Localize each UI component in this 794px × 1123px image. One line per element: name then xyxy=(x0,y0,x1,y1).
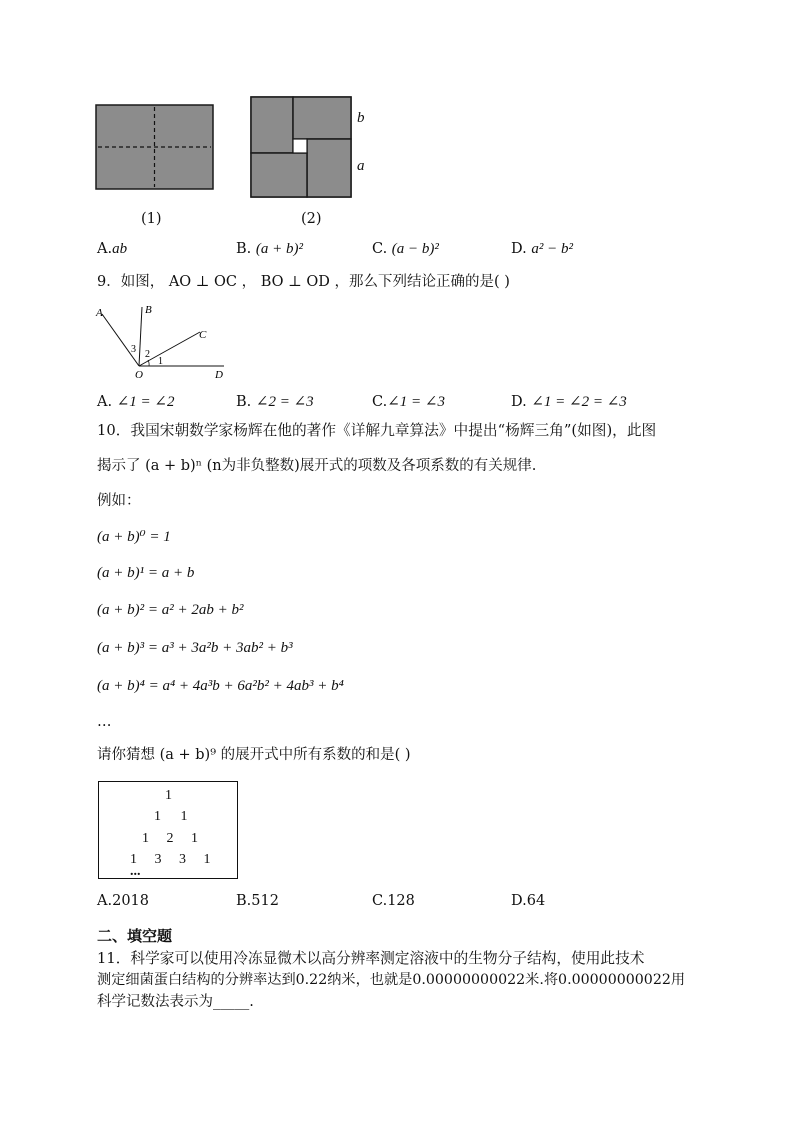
q9-angle-figure xyxy=(92,302,232,382)
label-a: a xyxy=(357,158,365,174)
figure-2-caption: (2) xyxy=(301,211,322,227)
q8-figure-2 xyxy=(249,95,353,199)
triangle-row-1: 1 xyxy=(165,788,172,803)
q8-option-c[interactable]: C. (a − b)² xyxy=(372,241,439,257)
q10-stem-line-2: 揭示了 (a + b)ⁿ (n为非负整数)展开式的项数及各项系数的有关规律. xyxy=(97,458,537,474)
q8-option-a[interactable]: A.ab xyxy=(97,241,128,257)
expansion-4: (a + b)⁴ = a⁴ + 4a³b + 6a²b² + 4ab³ + b⁴ xyxy=(97,678,344,694)
expansion-ellipsis: … xyxy=(97,714,112,730)
q10-option-c[interactable]: C.128 xyxy=(372,893,415,909)
q10-option-a[interactable]: A.2018 xyxy=(97,893,149,909)
q11-line-2: 测定细菌蛋白结构的分辨率达到0.22纳米，也就是0.00000000022米.将0.00000000022用 xyxy=(97,972,686,988)
q10-option-b[interactable]: B.512 xyxy=(236,893,279,909)
q9-option-d[interactable]: D. ∠1 = ∠2 = ∠3 xyxy=(511,394,627,410)
section-title-fill-in: 二、填空题 xyxy=(97,927,173,945)
q10-question: 请你猜想 (a + b)⁹ 的展开式中所有系数的和是( ) xyxy=(97,747,411,763)
yang-hui-triangle-box xyxy=(98,781,238,879)
q9-stem: 9．如图， AO ⊥ OC ， BO ⊥ OD ，那么下列结论正确的是( ) xyxy=(97,274,510,290)
q8-figure-1 xyxy=(94,103,216,191)
angle-label-1: 1 xyxy=(158,356,163,367)
expansion-1: (a + b)¹ = a + b xyxy=(97,565,195,581)
q9-option-a[interactable]: A. ∠1 = ∠2 xyxy=(97,394,175,410)
point-label-o: O xyxy=(135,369,143,381)
point-label-d: D xyxy=(215,369,223,381)
q8-option-d[interactable]: D. a² − b² xyxy=(511,241,573,257)
q9-option-b[interactable]: B. ∠2 = ∠3 xyxy=(236,394,314,410)
q11-line-1: 11．科学家可以使用冷冻显微术以高分辨率测定溶液中的生物分子结构，使用此技术 xyxy=(97,950,645,967)
triangle-row-2: 1 1 xyxy=(154,809,188,824)
label-b: b xyxy=(357,110,365,126)
triangle-dots: ... xyxy=(130,864,141,879)
point-label-b: B xyxy=(145,304,152,316)
q10-example-label: 例如： xyxy=(97,493,141,509)
q9-option-c[interactable]: C.∠1 = ∠3 xyxy=(372,394,445,410)
expansion-2: (a + b)² = a² + 2ab + b² xyxy=(97,602,244,618)
point-label-c: C xyxy=(199,329,207,341)
angle-label-2: 2 xyxy=(145,349,150,360)
figure-1-caption: (1) xyxy=(141,211,162,227)
expansion-3: (a + b)³ = a³ + 3a²b + 3ab² + b³ xyxy=(97,640,293,656)
q10-option-d[interactable]: D.64 xyxy=(511,893,546,909)
q8-option-b[interactable]: B. (a + b)² xyxy=(236,241,303,257)
q10-stem-line-1: 10．我国宋朝数学家杨辉在他的著作《详解九章算法》中提出“杨辉三角”(如图)，此图 xyxy=(97,422,657,439)
expansion-0: (a + b)⁰ = 1 xyxy=(97,529,171,545)
triangle-row-3: 1 2 1 xyxy=(142,831,198,846)
point-label-a: A xyxy=(96,307,103,319)
triangle-row-4: 1 3 3 1 xyxy=(130,852,211,867)
angle-label-3: 3 xyxy=(131,344,136,355)
q11-line-3: 科学记数法表示为_____. xyxy=(97,994,254,1010)
